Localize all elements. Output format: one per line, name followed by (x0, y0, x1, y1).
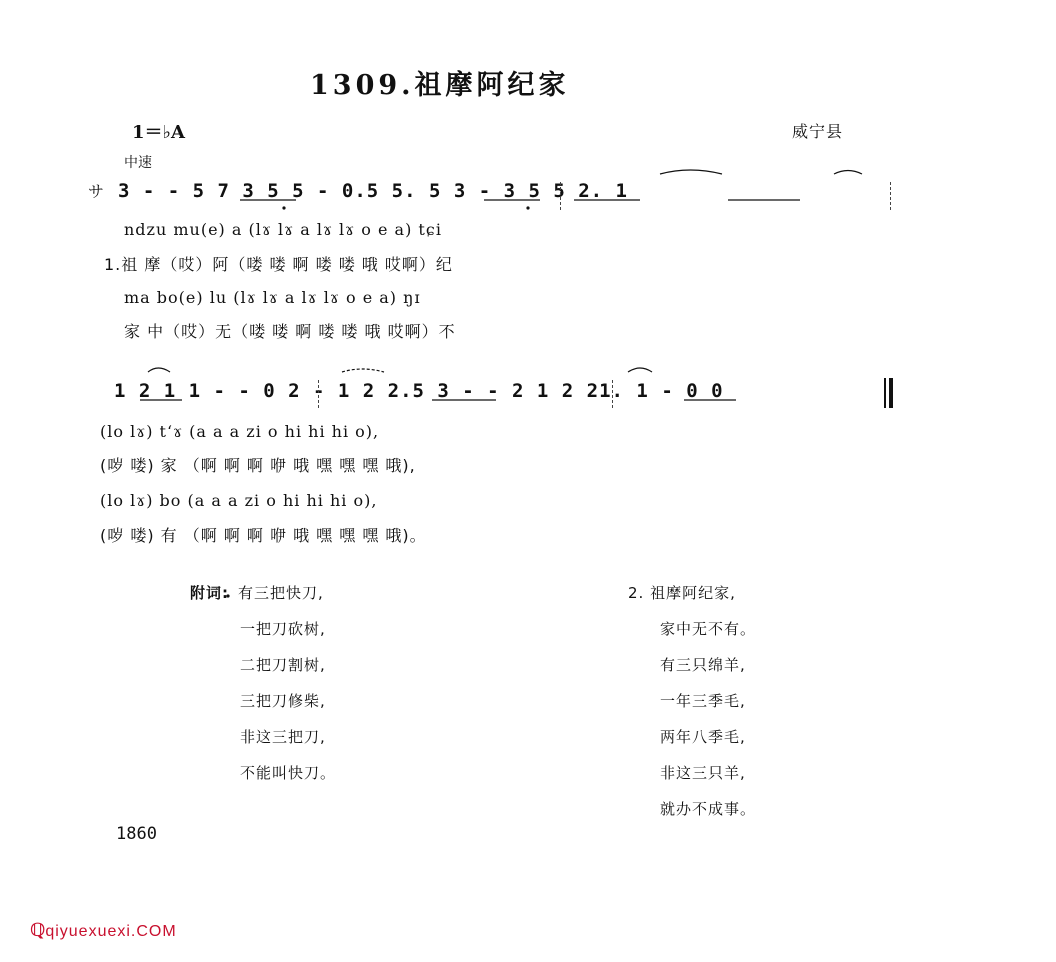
appendix-right-line: 两年八季毛, (660, 728, 746, 746)
appendix-left-line: 二把刀割树, (240, 656, 326, 674)
notation-line-2: 1 2 1 1 - - 0 2 - 1 2 2.5 3 - - 2 1 2 21. 1 - 0 0 (114, 380, 724, 402)
appendix-left-line: 不能叫快刀。 (240, 764, 337, 782)
region-label: 威宁县 (792, 122, 844, 141)
notation-line-1: 3 - - 5 7 3 5 5 - 0.5 5. 5 3 - 3 5 5 2. 1 (118, 180, 628, 202)
appendix-right-line: 一年三季毛, (660, 692, 746, 710)
appendix-left-line: 有三把快刀, (238, 584, 324, 602)
appendix-label: 附词: (190, 584, 229, 602)
appendix-left-line: 非这三把刀, (240, 728, 326, 746)
appendix-right-line: 非这三只羊, (660, 764, 746, 782)
lyric-line-chinese-1: 1.祖 摩（哎）阿（喽 喽 啊 喽 喽 哦 哎啊）纪 (104, 255, 453, 274)
appendix-right-line: 家中无不有。 (660, 620, 757, 638)
site-watermark[interactable] (30, 922, 177, 940)
appendix-left-line: 一把刀砍树, (240, 620, 326, 638)
lyric-line-chinese-4: (哕 喽) 有 （啊 啊 啊 咿 哦 嘿 嘿 嘿 哦)。 (100, 526, 427, 545)
song-title: 1309.祖摩阿纪家 (310, 70, 570, 101)
lyric-line-romanized-2: ma bo(e) lu (lɤ lɤ a lɤ lɤ o e a) ŋɪ (124, 288, 421, 307)
appendix-right-line: 有三只绵羊, (660, 656, 746, 674)
key-signature: 1＝♭A (132, 122, 185, 143)
watermark-text: qiyuexuexi.COM (45, 923, 177, 940)
tempo-marking: 中速 (124, 155, 152, 171)
appendix-right-line: 2. 祖摩阿纪家, (628, 584, 736, 602)
lyric-line-romanized-3: (lo lɤ) tʻɤ (a a a zi o hi hi hi o), (100, 422, 380, 441)
free-meter-mark: サ (88, 182, 106, 201)
lyric-line-chinese-3: (哕 喽) 家 （啊 啊 啊 咿 哦 嘿 嘿 嘿 哦), (100, 456, 416, 475)
appendix-right-line: 就办不成事。 (660, 800, 757, 818)
lyric-line-chinese-2: 家 中（哎）无（喽 喽 啊 喽 喽 哦 哎啊）不 (124, 322, 456, 341)
lyric-line-romanized-4: (lo lɤ) bo (a a a zi o hi hi hi o), (100, 491, 378, 510)
appendix-left-line: 三把刀修柴, (240, 692, 326, 710)
watermark-logo-icon: ℚ (30, 920, 46, 941)
page-number: 1860 (116, 824, 157, 844)
lyric-line-romanized-1: ndzu mu(e) a (lɤ lɤ a lɤ lɤ o e a) tɕi (124, 220, 442, 239)
